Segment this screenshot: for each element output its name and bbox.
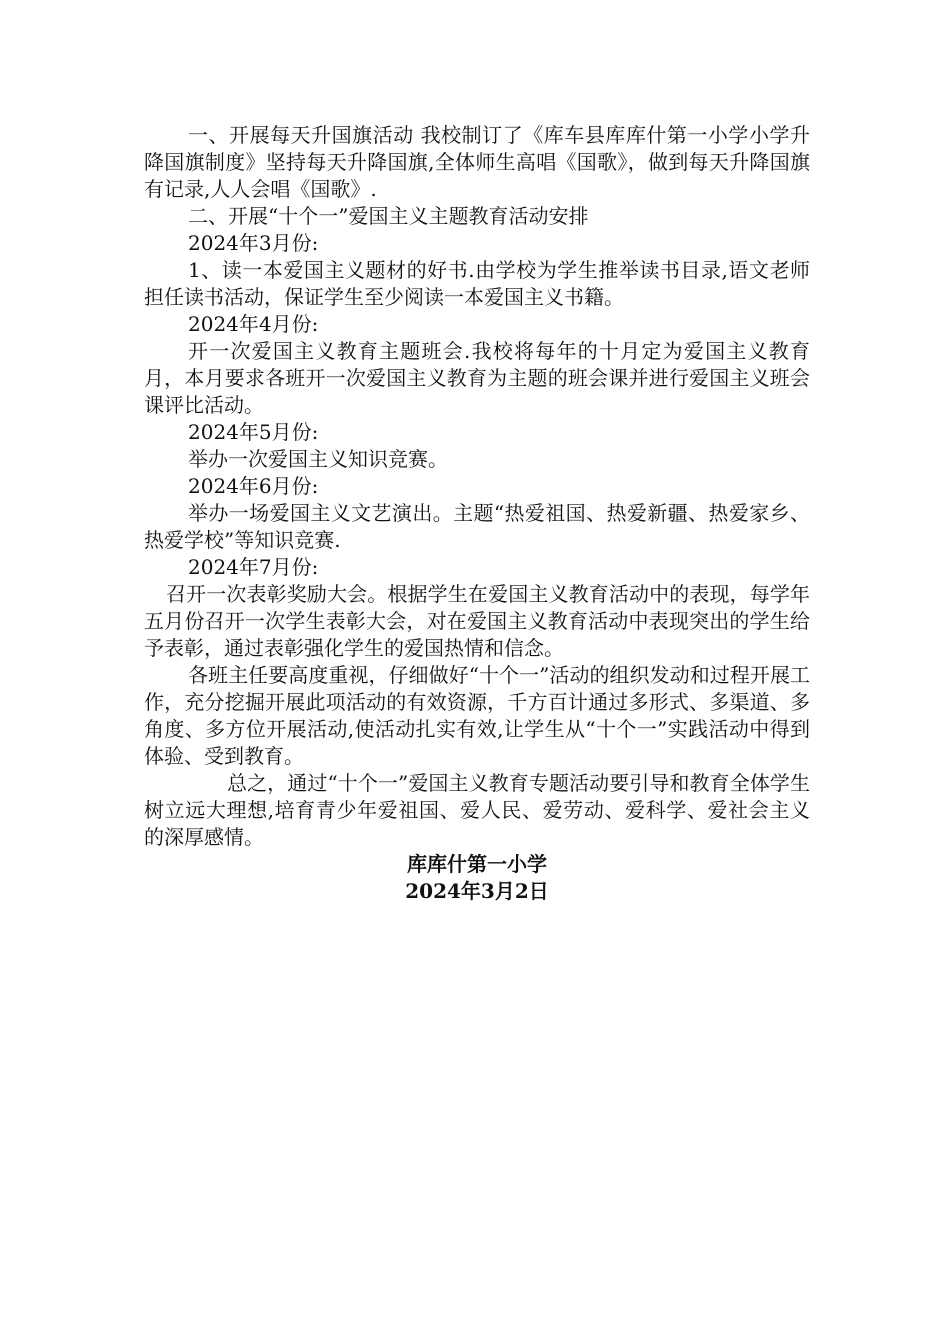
paragraph-teacher-requirements: 各班主任要高度重视，仔细做好“十个一”活动的组织发动和过程开展工作，充分挖掘开展此项活动的有效资源，千方百计通过多形式、多渠道、多角度、多方位开展活动,使活动扎实有效,让学生从“十个一”实践活动中得到体验、受到教育。 (144, 663, 810, 768)
month-heading-may: 2024年5月份: (188, 420, 319, 444)
month-heading-june: 2024年6月份: (188, 474, 319, 498)
paragraph-may-activity: 举办一次爱国主义知识竞赛。 (188, 447, 448, 471)
paragraph-march-activity: 1、读一本爱国主义题材的好书.由学校为学生推举读书目录,语文老师担任读书活动，保证学生至少阅读一本爱国主义书籍。 (144, 258, 810, 309)
paragraph-july-activity: 召开一次表彰奖励大会。根据学生在爱国主义教育活动中的表现，每学年五月份召开一次学生表彰大会，对在爱国主义教育活动中表现突出的学生给予表彰，通过表彰强化学生的爱国热情和信念。 (144, 582, 810, 660)
signature-school: 库库什第一小学 (407, 852, 547, 876)
paragraph-flag-raising: 一、开展每天升国旗活动 我校制订了《库车县库库什第一小学小学升降国旗制度》坚持每天升降国旗,全体师生高唱《国歌》，做到每天升降国旗有记录,人人会唱《国歌》. (144, 123, 810, 201)
paragraph-activity-plan-heading: 二、开展“十个一”爱国主义主题教育活动安排 (188, 204, 589, 228)
signature-date: 2024年3月2日 (405, 879, 549, 903)
paragraph-april-activity: 开一次爱国主义教育主题班会.我校将每年的十月定为爱国主义教育月，本月要求各班开一次爱国主义教育为主题的班会课并进行爱国主义班会课评比活动。 (144, 339, 810, 417)
document-body (144, 122, 810, 905)
paragraph-june-activity: 举办一场爱国主义文艺演出。主题“热爱祖国、热爱新疆、热爱家乡、热爱学校”等知识竞赛. (144, 501, 810, 552)
month-heading-april: 2024年4月份: (188, 312, 319, 336)
paragraph-conclusion: 总之，通过“十个一”爱国主义教育专题活动要引导和教育全体学生树立远大理想,培育青少年爱祖国、爱人民、爱劳动、爱科学、爱社会主义的深厚感情。 (144, 771, 810, 849)
month-heading-march: 2024年3月份: (188, 231, 319, 255)
month-heading-july: 2024年7月份: (188, 555, 319, 579)
